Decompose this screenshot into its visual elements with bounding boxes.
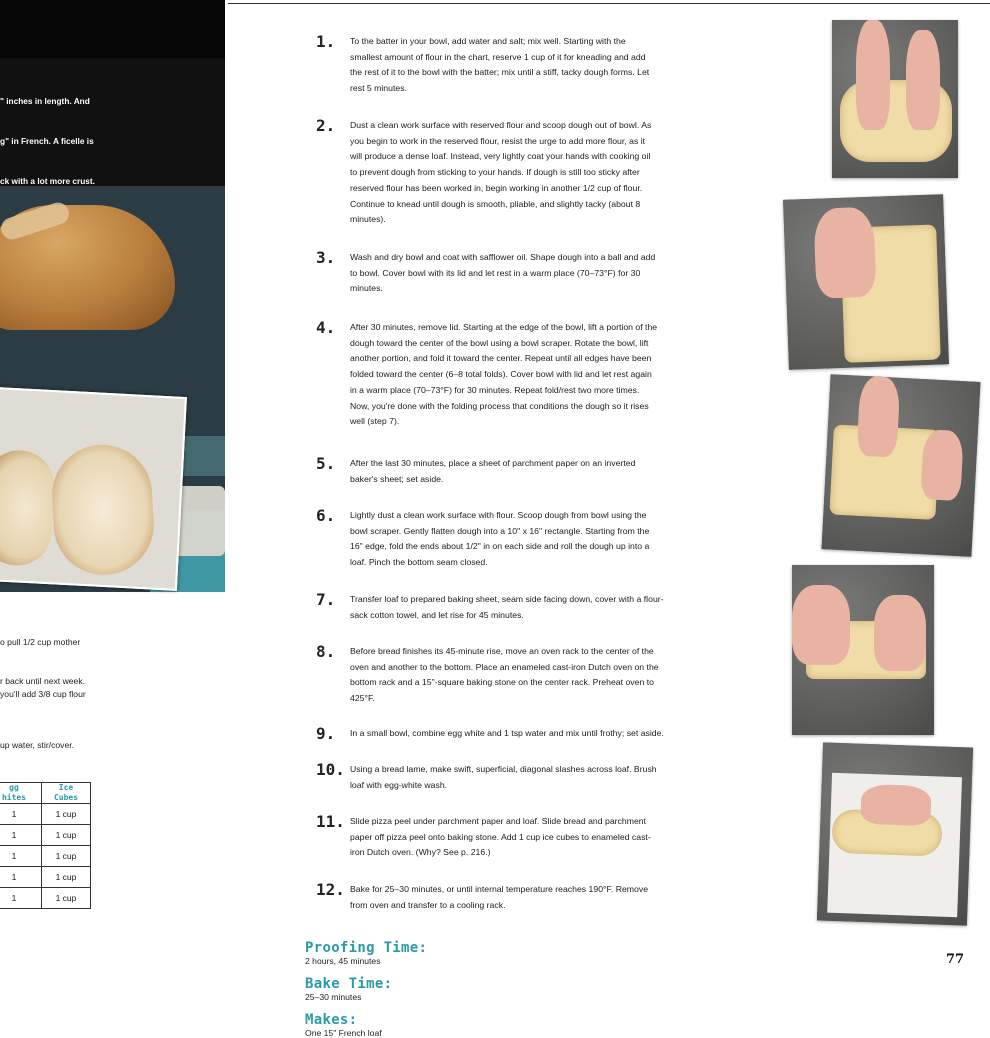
- table-row: [0, 804, 91, 825]
- table-row: [0, 867, 91, 888]
- photo-hand: [792, 585, 850, 665]
- step-number: 8.: [316, 642, 336, 661]
- table-header-row: [0, 783, 91, 804]
- step-number: 7.: [316, 590, 336, 609]
- step-number: 12.: [316, 880, 345, 899]
- left-note-line: o pull 1/2 cup mother: [0, 637, 81, 647]
- table-cell: 1: [0, 825, 42, 846]
- bake-time-value: 25–30 minutes: [305, 992, 362, 1002]
- left-page: [0, 0, 225, 970]
- proofing-time-label: Proofing Time:: [305, 940, 428, 956]
- left-note-line: you'll add 3/8 cup flour: [0, 689, 86, 699]
- step-text: In a small bowl, combine egg white and 1 tsp water and mix until frothy; set aside.: [350, 728, 664, 738]
- bake-time-label: Bake Time:: [305, 976, 393, 992]
- left-note-line: up water, stir/cover.: [0, 740, 75, 750]
- photo-hand: [813, 207, 876, 299]
- table-cell: 1: [0, 804, 42, 825]
- table-cell: 1 cup: [42, 867, 91, 888]
- photo-hand: [856, 20, 890, 130]
- table-header: Ice Cubes: [42, 783, 91, 804]
- photo-hand: [920, 429, 964, 501]
- step-text: To the batter in your bowl, add water and salt; mix well. Starting with the smallest amount of flour in the chart, reserve 1 cup of it for kneading and add the rest of it to the bowl with the batter; mix until a stiff, tacky dough forms. Let rest 5 minutes.: [350, 36, 650, 94]
- step-number: 2.: [316, 116, 336, 135]
- table-row: [0, 888, 91, 909]
- step-photo-seam: [817, 742, 973, 925]
- intro-line: ck with a lot more crust.: [0, 176, 95, 187]
- bread-slice: [50, 442, 157, 577]
- table-cell: 1 cup: [42, 888, 91, 909]
- sliced-bread-inset-photo: [0, 387, 187, 591]
- step-text: After the last 30 minutes, place a sheet of parchment paper on an inverted baker's sheet; set aside.: [350, 458, 636, 484]
- ingredient-table: [0, 782, 91, 909]
- step-number: 1.: [316, 32, 336, 51]
- step-number: 3.: [316, 248, 336, 267]
- page-number: 77: [946, 952, 965, 967]
- step-text: Using a bread lame, make swift, superficial, diagonal slashes across loaf. Brush loaf with egg-white wash.: [350, 764, 657, 790]
- step-text: Lightly dust a clean work surface with flour. Scoop dough from bowl using the bowl scraper. Gently flatten dough into a 10" x 16" rectangle. Starting from the 16" edge, fold the ends about 1/2" in on each side and roll the dough up into a loaf. Pinch the bottom seam closed.: [350, 510, 650, 568]
- table-row: [0, 846, 91, 867]
- step-text: Bake for 25–30 minutes, or until internal temperature reaches 190°F. Remove from oven and transfer to a cooling rack.: [350, 884, 649, 910]
- step-number: 10.: [316, 760, 345, 779]
- step-number: 6.: [316, 506, 336, 525]
- step-number: 4.: [316, 318, 336, 337]
- photo-hand: [860, 784, 931, 826]
- intro-panel-header-band: [0, 0, 225, 58]
- table-cell: 1: [0, 846, 42, 867]
- proofing-time-value: 2 hours, 45 minutes: [305, 956, 381, 966]
- table-cell: 1: [0, 888, 42, 909]
- table-row: [0, 825, 91, 846]
- photo-hand: [856, 376, 900, 458]
- makes-value: One 15" French loaf: [305, 1028, 382, 1038]
- step-photo-rolling: [792, 565, 934, 735]
- page-top-rule: [228, 3, 990, 4]
- table-cell: 1: [0, 867, 42, 888]
- step-number: 9.: [316, 724, 336, 743]
- intro-line: " inches in length. And: [0, 95, 90, 106]
- makes-label: Makes:: [305, 1012, 358, 1028]
- step-number: 11.: [316, 812, 345, 831]
- step-text: Before bread finishes its 45-minute rise, move an oven rack to the center of the oven and another to the bottom. Place an enameled cast-iron Dutch oven on the bottom rack and a 15"-square baking stone on the center rack. Preheat oven to 425°F.: [350, 646, 659, 704]
- table-cell: 1 cup: [42, 825, 91, 846]
- step-photo-kneading: [832, 20, 958, 178]
- step-photo-shaping: [783, 194, 949, 369]
- intro-line: g" in French. A ficelle is: [0, 136, 94, 147]
- photo-hand: [906, 30, 940, 130]
- step-text: Dust a clean work surface with reserved flour and scoop dough out of bowl. As you begin to work in the reserved flour, resist the urge to add more flour, as it will produce a dense loaf. Instead, very lightly coat your hands with cooking oil to prevent dough from sticking to your hands. If dough is still too sticky after reserved flour has been worked in, begin working in another 1/2 cup of flour. Continue to knead until dough is smooth, pliable, and slightly tacky (about 8 minutes).: [350, 120, 652, 225]
- left-note: [0, 713, 74, 778]
- step-text: Transfer loaf to prepared baking sheet, seam side facing down, cover with a flour- sack cotton towel, and let rise for 45 minutes.: [350, 594, 664, 620]
- table-cell: 1 cup: [42, 804, 91, 825]
- table-cell: 1 cup: [42, 846, 91, 867]
- step-text: After 30 minutes, remove lid. Starting at the edge of the bowl, lift a portion of the dough toward the center of the bowl using a bowl scraper. Rotate the bowl, lift another portion, and fold it toward the center. Repeat until all edges have been folded toward the center (6–8 total folds). Cover bowl with lid and let rest again in a warm place (70–73°F) for 30 minutes. Repeat fold/rest two more times. Now, you're done with the folding process that conditions the dough so it rises well (step 7).: [350, 322, 658, 427]
- table-header: gg hites: [0, 783, 42, 804]
- step-text: Slide pizza peel under parchment paper and loaf. Slide bread and parchment paper off pizza peel onto baking stone. Add 1 cup ice cubes to enameled cast- iron Dutch oven. (Why? See p. 216.): [350, 816, 651, 858]
- recipe-summary-footer: [300, 930, 427, 1038]
- step-photo-folding: [822, 374, 981, 557]
- step-number: 5.: [316, 454, 336, 473]
- left-note-line: r back until next week.: [0, 676, 86, 686]
- step-text: Wash and dry bowl and coat with safflower oil. Shape dough into a ball and add to bowl. Cover bowl with its lid and let rest in a warm place (70–73°F) for 30 minutes.: [350, 252, 656, 294]
- photo-hand: [874, 595, 926, 671]
